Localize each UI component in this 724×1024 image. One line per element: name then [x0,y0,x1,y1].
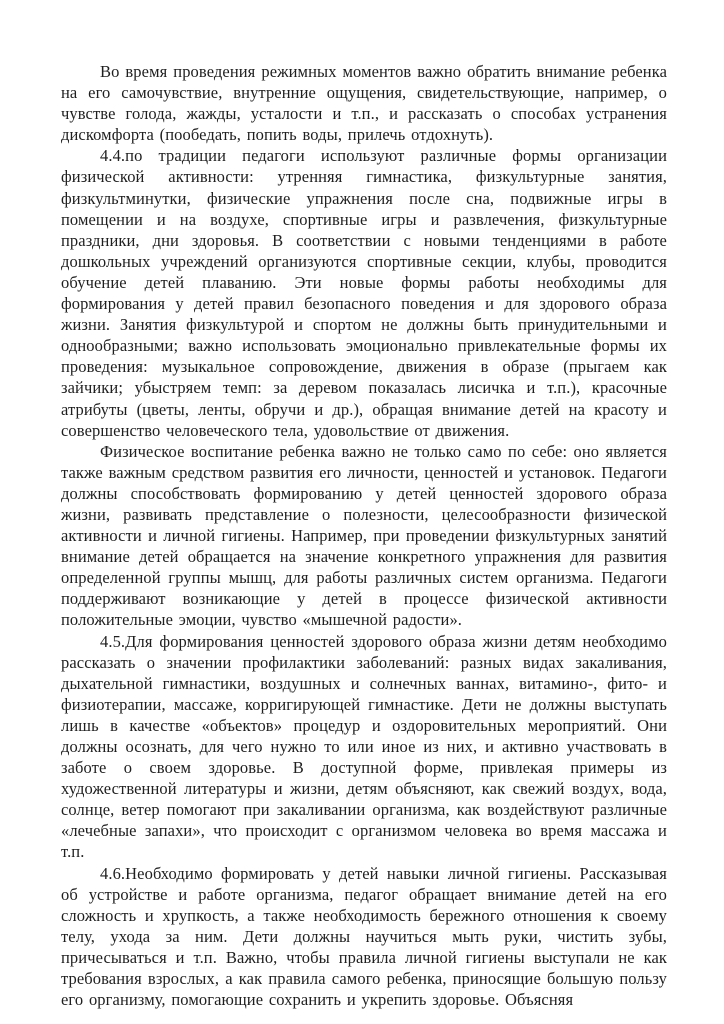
paragraph-4-5-disease-prevention: 4.5.Для формирования ценностей здорового образа жизни детям необходимо рассказать о значении профилактики заболеваний: разных видах закаливания, дыхательной гимнастики, воздушных и солнечных ваннах, витамино-, фито- и физиотерапии, массаже, корригирующей гимнастике. Дети не должны выступать лишь в качестве «объектов» процедур и оздоровительных мероприятий. Они должны осознать, для чего нужно то или иное из них, и активно участвовать в заботе о своем здоровье. В доступной форме, привлекая примеры из художественной литературы и жизни, детям объясняют, как свежий воздух, вода, солнце, ветер помогают при закаливании организма, как воздействуют различные «лечебные запахи», что происходит с организмом человека во время массажа и т.п. [61,631,667,862]
paragraph-regime-moments: Во время проведения режимных моментов важно обратить внимание ребенка на его самочувствие, внутренние ощущения, свидетельствующие, например, о чувстве голода, жажды, усталости и т.п., и рассказать о способах устранения дискомфорта (пообедать, попить воды, прилечь отдохнуть). [61,62,667,145]
paragraph-physical-education-values: Физическое воспитание ребенка важно не только само по себе: оно является также важным средством развития его личности, ценностей и установок. Педагоги должны способствовать формированию у детей ценностей здорового образа жизни, развивать представление о полезности, целесообразности физической активности и личной гигиены. Например, при проведении физкультурных занятий внимание детей обращается на значение конкретного упражнения для развития определенной группы мышц, для работы различных систем организма. Педагоги поддерживают возникающие у детей в процессе физической активности положительные эмоции, чувство «мышечной радости». [61,441,667,630]
paragraph-4-6-personal-hygiene: 4.6.Необходимо формировать у детей навыки личной гигиены. Рассказывая об устройстве и работе организма, педагог обращает внимание детей на его сложность и хрупкость, а также необходимость бережного отношения к своему телу, ухода за ним. Дети должны научиться мыть руки, чистить зубы, причесываться и т.п. Важно, чтобы правила личной гигиены выступали не как требования взрослых, а как правила самого ребенка, приносящие большую пользу его организму, помогающие сохранить и укрепить здоровье. Объясняя [61,863,667,1010]
paragraph-4-4-physical-activity-forms: 4.4.по традиции педагоги используют различные формы организации физической активности: утренняя гимнастика, физкультурные занятия, физкультминутки, физические упражнения после сна, подвижные игры в помещении и на воздухе, спортивные игры и развлечения, физкультурные праздники, дни здоровья. В соответствии с новыми тенденциями в работе дошкольных учреждений организуются спортивные секции, клубы, проводится обучение детей плаванию. Эти новые формы работы необходимы для формирования у детей правил безопасного поведения и для здорового образа жизни. Занятия физкультурой и спортом не должны быть принудительными и однообразными; важно использовать эмоционально привлекательные формы их проведения: музыкальное сопровождение, движения в образе (прыгаем как зайчики; убыстряем темп: за деревом показалась лисичка и т.п.), красочные атрибуты (цветы, ленты, обручи и др.), обращая внимание детей на красоту и совершенство человеческого тела, удовольствие от движения. [61,146,667,440]
